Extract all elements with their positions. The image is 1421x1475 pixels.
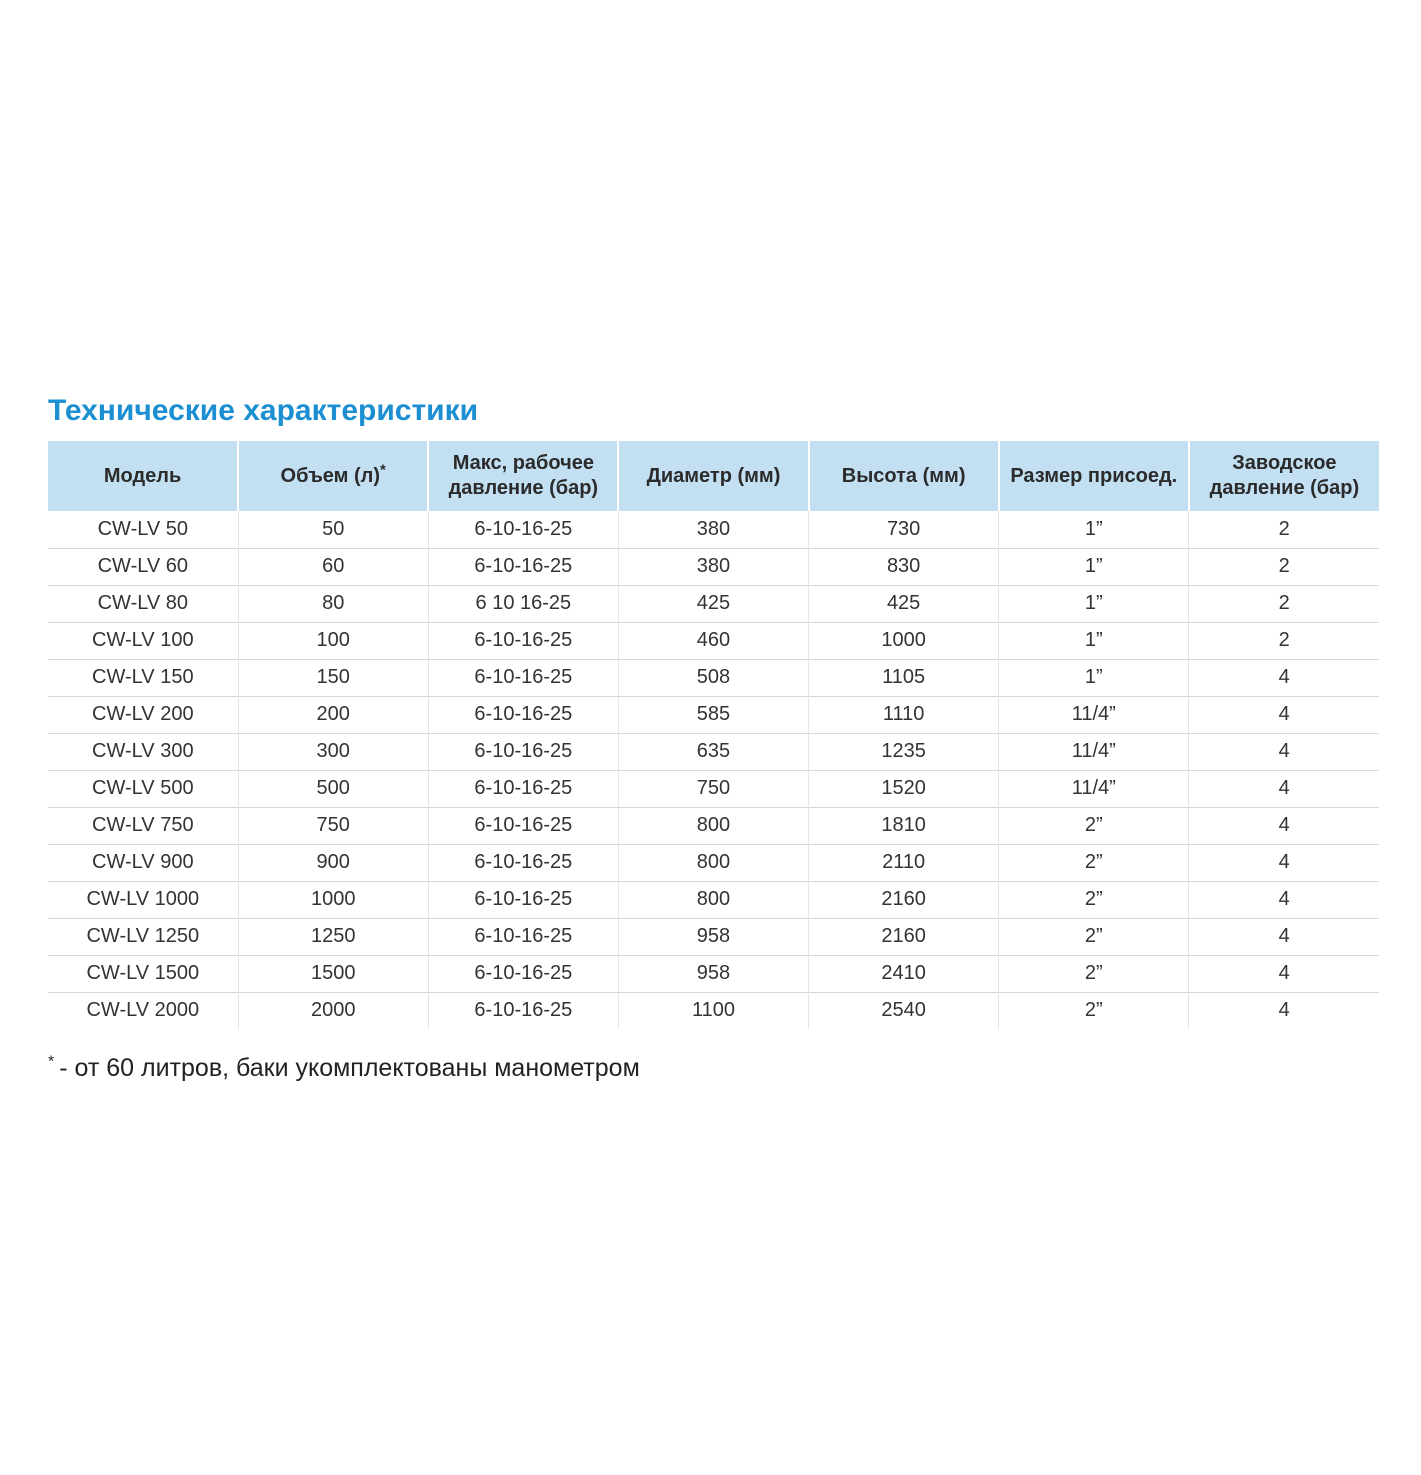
- cell: 6-10-16-25: [428, 881, 618, 918]
- cell: 4: [1189, 881, 1379, 918]
- footnote-text: - от 60 литров, баки укомплектованы манометром: [59, 1054, 640, 1082]
- header-connection-size-label: Размер присоед.: [1010, 464, 1178, 487]
- cell: 1110: [809, 696, 999, 733]
- header-max-pressure: [428, 441, 618, 511]
- cell: CW-LV 300: [48, 733, 238, 770]
- cell: CW-LV 750: [48, 807, 238, 844]
- table-row: [48, 696, 1379, 733]
- cell: 900: [238, 844, 428, 881]
- cell: 6-10-16-25: [428, 992, 618, 1029]
- cell: 2”: [999, 992, 1189, 1029]
- cell: 1235: [809, 733, 999, 770]
- cell: 1810: [809, 807, 999, 844]
- header-diameter-label: Диаметр (мм): [646, 464, 781, 487]
- cell: 4: [1189, 807, 1379, 844]
- cell: CW-LV 500: [48, 770, 238, 807]
- cell: CW-LV 200: [48, 696, 238, 733]
- cell: 425: [809, 585, 999, 622]
- cell: 1100: [618, 992, 808, 1029]
- cell: 6-10-16-25: [428, 955, 618, 992]
- cell: 6-10-16-25: [428, 844, 618, 881]
- table-row: [48, 548, 1379, 585]
- cell: 60: [238, 548, 428, 585]
- cell: 750: [618, 770, 808, 807]
- cell: 460: [618, 622, 808, 659]
- cell: 1”: [999, 659, 1189, 696]
- cell: CW-LV 80: [48, 585, 238, 622]
- cell: 100: [238, 622, 428, 659]
- cell: 1”: [999, 548, 1189, 585]
- cell: 6-10-16-25: [428, 622, 618, 659]
- cell: 958: [618, 918, 808, 955]
- spec-table: [48, 441, 1379, 1029]
- cell: 1520: [809, 770, 999, 807]
- table-row: [48, 992, 1379, 1029]
- cell: 1”: [999, 622, 1189, 659]
- cell: 380: [618, 548, 808, 585]
- cell: 300: [238, 733, 428, 770]
- header-connection-size: [999, 441, 1189, 511]
- cell: 11/4”: [999, 696, 1189, 733]
- table-row: [48, 955, 1379, 992]
- cell: 500: [238, 770, 428, 807]
- header-diameter: [618, 441, 808, 511]
- cell: 635: [618, 733, 808, 770]
- cell: 800: [618, 881, 808, 918]
- table-row: [48, 770, 1379, 807]
- table-row: [48, 807, 1379, 844]
- header-model: [48, 441, 238, 511]
- table-row: [48, 659, 1379, 696]
- cell: 2: [1189, 585, 1379, 622]
- cell: CW-LV 2000: [48, 992, 238, 1029]
- cell: 2410: [809, 955, 999, 992]
- cell: 2: [1189, 548, 1379, 585]
- cell: 380: [618, 511, 808, 548]
- cell: 6-10-16-25: [428, 807, 618, 844]
- header-height-label: Высота (мм): [841, 464, 966, 487]
- cell: 800: [618, 844, 808, 881]
- cell: 2”: [999, 807, 1189, 844]
- cell: 6-10-16-25: [428, 511, 618, 548]
- footnote: [48, 1053, 1379, 1083]
- cell: 11/4”: [999, 770, 1189, 807]
- cell: 2160: [809, 881, 999, 918]
- cell: CW-LV 1000: [48, 881, 238, 918]
- cell: 6-10-16-25: [428, 770, 618, 807]
- cell: 2540: [809, 992, 999, 1029]
- cell: 958: [618, 955, 808, 992]
- cell: 6-10-16-25: [428, 548, 618, 585]
- cell: 4: [1189, 770, 1379, 807]
- cell: 4: [1189, 992, 1379, 1029]
- cell: 80: [238, 585, 428, 622]
- cell: 4: [1189, 844, 1379, 881]
- footnote-asterisk: *: [48, 1053, 55, 1071]
- table-row: [48, 918, 1379, 955]
- cell: 6-10-16-25: [428, 659, 618, 696]
- cell: 2000: [238, 992, 428, 1029]
- cell: 750: [238, 807, 428, 844]
- header-factory-pressure-label: Заводское давление (бар): [1209, 452, 1360, 499]
- cell: 2110: [809, 844, 999, 881]
- cell: CW-LV 150: [48, 659, 238, 696]
- cell: CW-LV 1250: [48, 918, 238, 955]
- cell: 200: [238, 696, 428, 733]
- header-height: [809, 441, 999, 511]
- header-max-pressure-label: Макс, рабочее давление (бар): [448, 452, 599, 499]
- cell: 11/4”: [999, 733, 1189, 770]
- cell: 2”: [999, 844, 1189, 881]
- header-volume: [238, 441, 428, 511]
- cell: 1”: [999, 585, 1189, 622]
- cell: 4: [1189, 733, 1379, 770]
- table-row: [48, 511, 1379, 548]
- cell: CW-LV 900: [48, 844, 238, 881]
- cell: 1000: [809, 622, 999, 659]
- cell: 1500: [238, 955, 428, 992]
- table-row: [48, 844, 1379, 881]
- header-factory-pressure: [1189, 441, 1379, 511]
- cell: 6-10-16-25: [428, 918, 618, 955]
- cell: 830: [809, 548, 999, 585]
- cell: 6-10-16-25: [428, 696, 618, 733]
- cell: 800: [618, 807, 808, 844]
- volume-asterisk: *: [380, 460, 386, 478]
- table-row: [48, 881, 1379, 918]
- cell: 585: [618, 696, 808, 733]
- cell: 2: [1189, 622, 1379, 659]
- cell: 730: [809, 511, 999, 548]
- cell: 6-10-16-25: [428, 733, 618, 770]
- cell: 2160: [809, 918, 999, 955]
- cell: 150: [238, 659, 428, 696]
- cell: 4: [1189, 696, 1379, 733]
- cell: 2”: [999, 881, 1189, 918]
- page-title: Технические характеристики: [48, 394, 479, 427]
- cell: CW-LV 50: [97, 517, 189, 540]
- cell: 4: [1189, 659, 1379, 696]
- cell: 508: [618, 659, 808, 696]
- cell: 1105: [809, 659, 999, 696]
- header-model-label: Модель: [103, 464, 182, 487]
- spec-table-head: [48, 441, 1379, 511]
- cell: 2”: [999, 955, 1189, 992]
- table-row: [48, 585, 1379, 622]
- table-row: [48, 733, 1379, 770]
- cell: 4: [1189, 918, 1379, 955]
- table-row: [48, 622, 1379, 659]
- spec-table-body: [48, 511, 1379, 1029]
- cell: 425: [618, 585, 808, 622]
- cell: 4: [1189, 955, 1379, 992]
- cell: 50: [238, 511, 428, 548]
- cell: CW-LV 1500: [48, 955, 238, 992]
- cell: 1250: [238, 918, 428, 955]
- cell: 2”: [999, 918, 1189, 955]
- header-row: [48, 441, 1379, 511]
- cell: CW-LV 60: [48, 548, 238, 585]
- cell: CW-LV 100: [48, 622, 238, 659]
- cell: 1”: [999, 511, 1189, 548]
- cell: 6 10 16-25: [428, 585, 618, 622]
- cell: 2: [1189, 511, 1379, 548]
- header-volume-label: Объем (л): [280, 464, 381, 487]
- cell: 1000: [238, 881, 428, 918]
